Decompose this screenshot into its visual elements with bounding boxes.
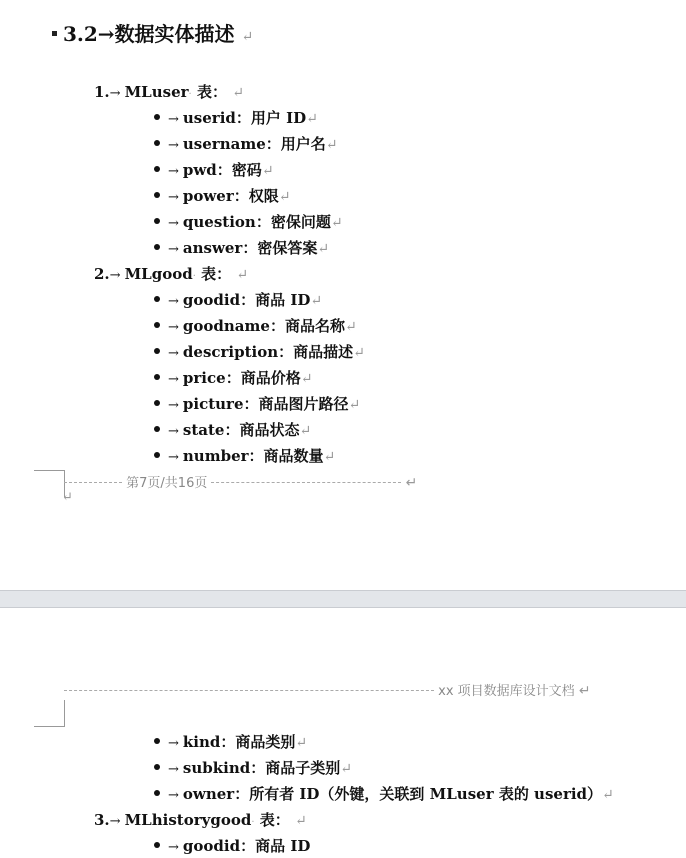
page-header <box>64 680 604 699</box>
field-desc: ：密保答案 <box>242 239 318 257</box>
field-name: power <box>182 187 234 205</box>
field-desc: ：密码 <box>216 161 262 179</box>
arrow-icon: → <box>168 164 179 179</box>
page-gap <box>0 590 686 608</box>
list-item-field <box>154 368 312 390</box>
field-name: pwd <box>182 161 217 179</box>
arrow-icon: → <box>168 294 179 309</box>
field-desc: ：密保问题 <box>255 213 331 231</box>
paragraph-mark-icon: ↵ <box>405 475 418 491</box>
crop-mark <box>34 470 65 497</box>
paragraph-mark-icon: ↵ <box>578 683 591 699</box>
field-desc: ：商品子类别 <box>250 759 341 777</box>
crop-mark <box>34 700 65 727</box>
arrow-icon: → <box>168 346 179 361</box>
arrow-icon: → <box>168 112 179 127</box>
field-desc: ：商品价格 <box>225 369 301 387</box>
list-item-field <box>154 186 291 208</box>
arrow-icon: → <box>168 788 179 803</box>
table-suffix: 表： <box>201 265 232 283</box>
field-name: question <box>182 213 256 231</box>
dashed-rule <box>64 690 434 691</box>
page-footer <box>64 472 418 491</box>
paragraph-mark-icon: ↵ <box>310 293 323 309</box>
list-item-field <box>154 238 329 260</box>
field-desc: ：商品数量 <box>248 447 324 465</box>
bullet-icon <box>154 218 160 224</box>
list-item-field <box>154 446 335 468</box>
table-name: MLgood <box>124 265 193 283</box>
space-mark-icon: · <box>192 271 196 282</box>
field-desc: ：商品 ID <box>240 837 311 855</box>
bullet-icon <box>154 738 160 744</box>
list-item-field-cutoff <box>154 836 310 858</box>
paragraph-mark-icon: ↵ <box>323 449 336 465</box>
paragraph-mark-icon: ↵ <box>278 189 291 205</box>
table-index: 1. <box>94 83 110 101</box>
space-mark-icon: · <box>188 89 192 100</box>
list-item-field <box>154 732 307 754</box>
paragraph-mark-icon: ↵ <box>62 490 73 505</box>
field-name: goodid <box>182 291 241 309</box>
table-index: 3. <box>94 811 110 829</box>
list-item-field <box>154 784 614 806</box>
arrow-icon: → <box>168 190 179 205</box>
section-number: 3.2 <box>63 22 98 46</box>
field-desc: ：用户 ID <box>235 109 307 127</box>
bullet-icon <box>154 426 160 432</box>
table-name: MLhistorygood <box>124 811 252 829</box>
field-name: state <box>182 421 225 439</box>
bullet-icon <box>154 296 160 302</box>
arrow-icon: → <box>168 450 179 465</box>
field-name: userid <box>182 109 236 127</box>
field-desc: ：商品名称 <box>269 317 345 335</box>
field-name: price <box>182 369 226 387</box>
field-name: number <box>182 447 249 465</box>
field-name: description <box>182 343 279 361</box>
field-name: kind <box>182 733 221 751</box>
table-suffix: 表： <box>196 83 227 101</box>
bullet-icon <box>154 114 160 120</box>
arrow-icon: → <box>168 138 179 153</box>
arrow-icon: → <box>168 840 179 855</box>
arrow-icon: → <box>168 216 179 231</box>
paragraph-mark-icon: ↵ <box>306 111 318 127</box>
field-desc: ：权限 <box>233 187 279 205</box>
dashed-rule <box>211 482 401 483</box>
doc-title: xx 项目数据库设计文档 <box>438 684 575 699</box>
list-item-field <box>154 420 311 442</box>
field-desc: ：商品描述 <box>278 343 354 361</box>
list-item-field <box>154 394 360 416</box>
arrow-icon: → <box>168 736 179 751</box>
paragraph-mark-icon: ↵ <box>325 137 338 153</box>
paragraph-mark-icon: ↵ <box>236 267 249 283</box>
bullet-icon <box>154 764 160 770</box>
field-desc: ：商品状态 <box>224 421 300 439</box>
paragraph-mark-icon: ↵ <box>602 787 614 803</box>
bullet-icon <box>154 790 160 796</box>
field-name: subkind <box>182 759 251 777</box>
bullet-icon <box>154 244 160 250</box>
paragraph-mark-icon: ↵ <box>261 163 274 179</box>
list-item-field <box>154 342 365 364</box>
page-number-text: 第7页/共16页 <box>126 476 208 491</box>
paragraph-mark-icon: ↵ <box>232 85 244 101</box>
list-item-field <box>154 212 343 234</box>
table-index: 2. <box>94 265 110 283</box>
field-name: owner <box>182 785 235 803</box>
bullet-icon <box>154 348 160 354</box>
bullet-icon <box>154 322 160 328</box>
section-title: 数据实体描述 <box>114 22 235 46</box>
table-heading-mluser <box>94 82 244 105</box>
paragraph-mark-icon: ↵ <box>340 761 352 777</box>
arrow-icon: → <box>109 814 121 829</box>
list-item-field <box>154 290 322 312</box>
arrow-icon: → <box>168 762 179 777</box>
paragraph-mark-icon: ↵ <box>299 423 312 439</box>
paragraph-mark-icon: ↵ <box>300 371 313 387</box>
arrow-icon: → <box>168 320 179 335</box>
field-name: goodname <box>182 317 270 335</box>
paragraph-mark-icon: ↵ <box>344 319 357 335</box>
list-item-field <box>154 160 274 182</box>
field-desc: ：用户名 <box>265 135 326 153</box>
paragraph-mark-icon: ↵ <box>353 345 365 361</box>
bullet-icon <box>154 374 160 380</box>
bullet-icon <box>154 842 160 848</box>
table-heading-mlgood <box>94 264 248 287</box>
field-name: username <box>182 135 266 153</box>
table-heading-mlhistorygood <box>94 810 307 833</box>
paragraph-mark-icon: ↵ <box>330 215 343 231</box>
section-heading <box>52 18 253 47</box>
heading-bullet-square <box>52 31 57 36</box>
list-item-field <box>154 134 338 156</box>
arrow-icon: → <box>109 86 121 101</box>
field-name: answer <box>182 239 243 257</box>
dashed-rule <box>64 482 122 483</box>
arrow-icon: → <box>168 242 179 257</box>
arrow-icon: → <box>168 424 179 439</box>
bullet-icon <box>154 140 160 146</box>
table-suffix: 表： <box>259 811 290 829</box>
paragraph-mark-icon: ↵ <box>241 29 254 45</box>
document-page-8 <box>0 608 686 855</box>
heading-arrow: → <box>97 22 115 46</box>
bullet-icon <box>154 192 160 198</box>
arrow-icon: → <box>109 268 121 283</box>
field-desc: ：商品 ID <box>240 291 311 309</box>
bullet-icon <box>154 452 160 458</box>
table-name: MLuser <box>124 83 189 101</box>
field-desc: ：商品图片路径 <box>243 395 349 413</box>
field-name: picture <box>182 395 244 413</box>
arrow-icon: → <box>168 372 179 387</box>
paragraph-mark-icon: ↵ <box>348 397 361 413</box>
bullet-icon <box>154 166 160 172</box>
field-desc: ：所有者 ID（外键，关联到 MLuser 表的 userid） <box>234 785 603 803</box>
arrow-icon: → <box>168 398 179 413</box>
field-name: goodid <box>182 837 241 855</box>
paragraph-mark-icon: ↵ <box>295 735 308 751</box>
bullet-icon <box>154 400 160 406</box>
field-desc: ：商品类别 <box>220 733 296 751</box>
list-item-field <box>154 316 357 338</box>
space-mark-icon: · <box>251 817 255 828</box>
paragraph-mark-icon: ↵ <box>295 813 307 829</box>
paragraph-mark-icon: ↵ <box>317 241 330 257</box>
list-item-field <box>154 758 352 780</box>
list-item-field <box>154 108 318 130</box>
